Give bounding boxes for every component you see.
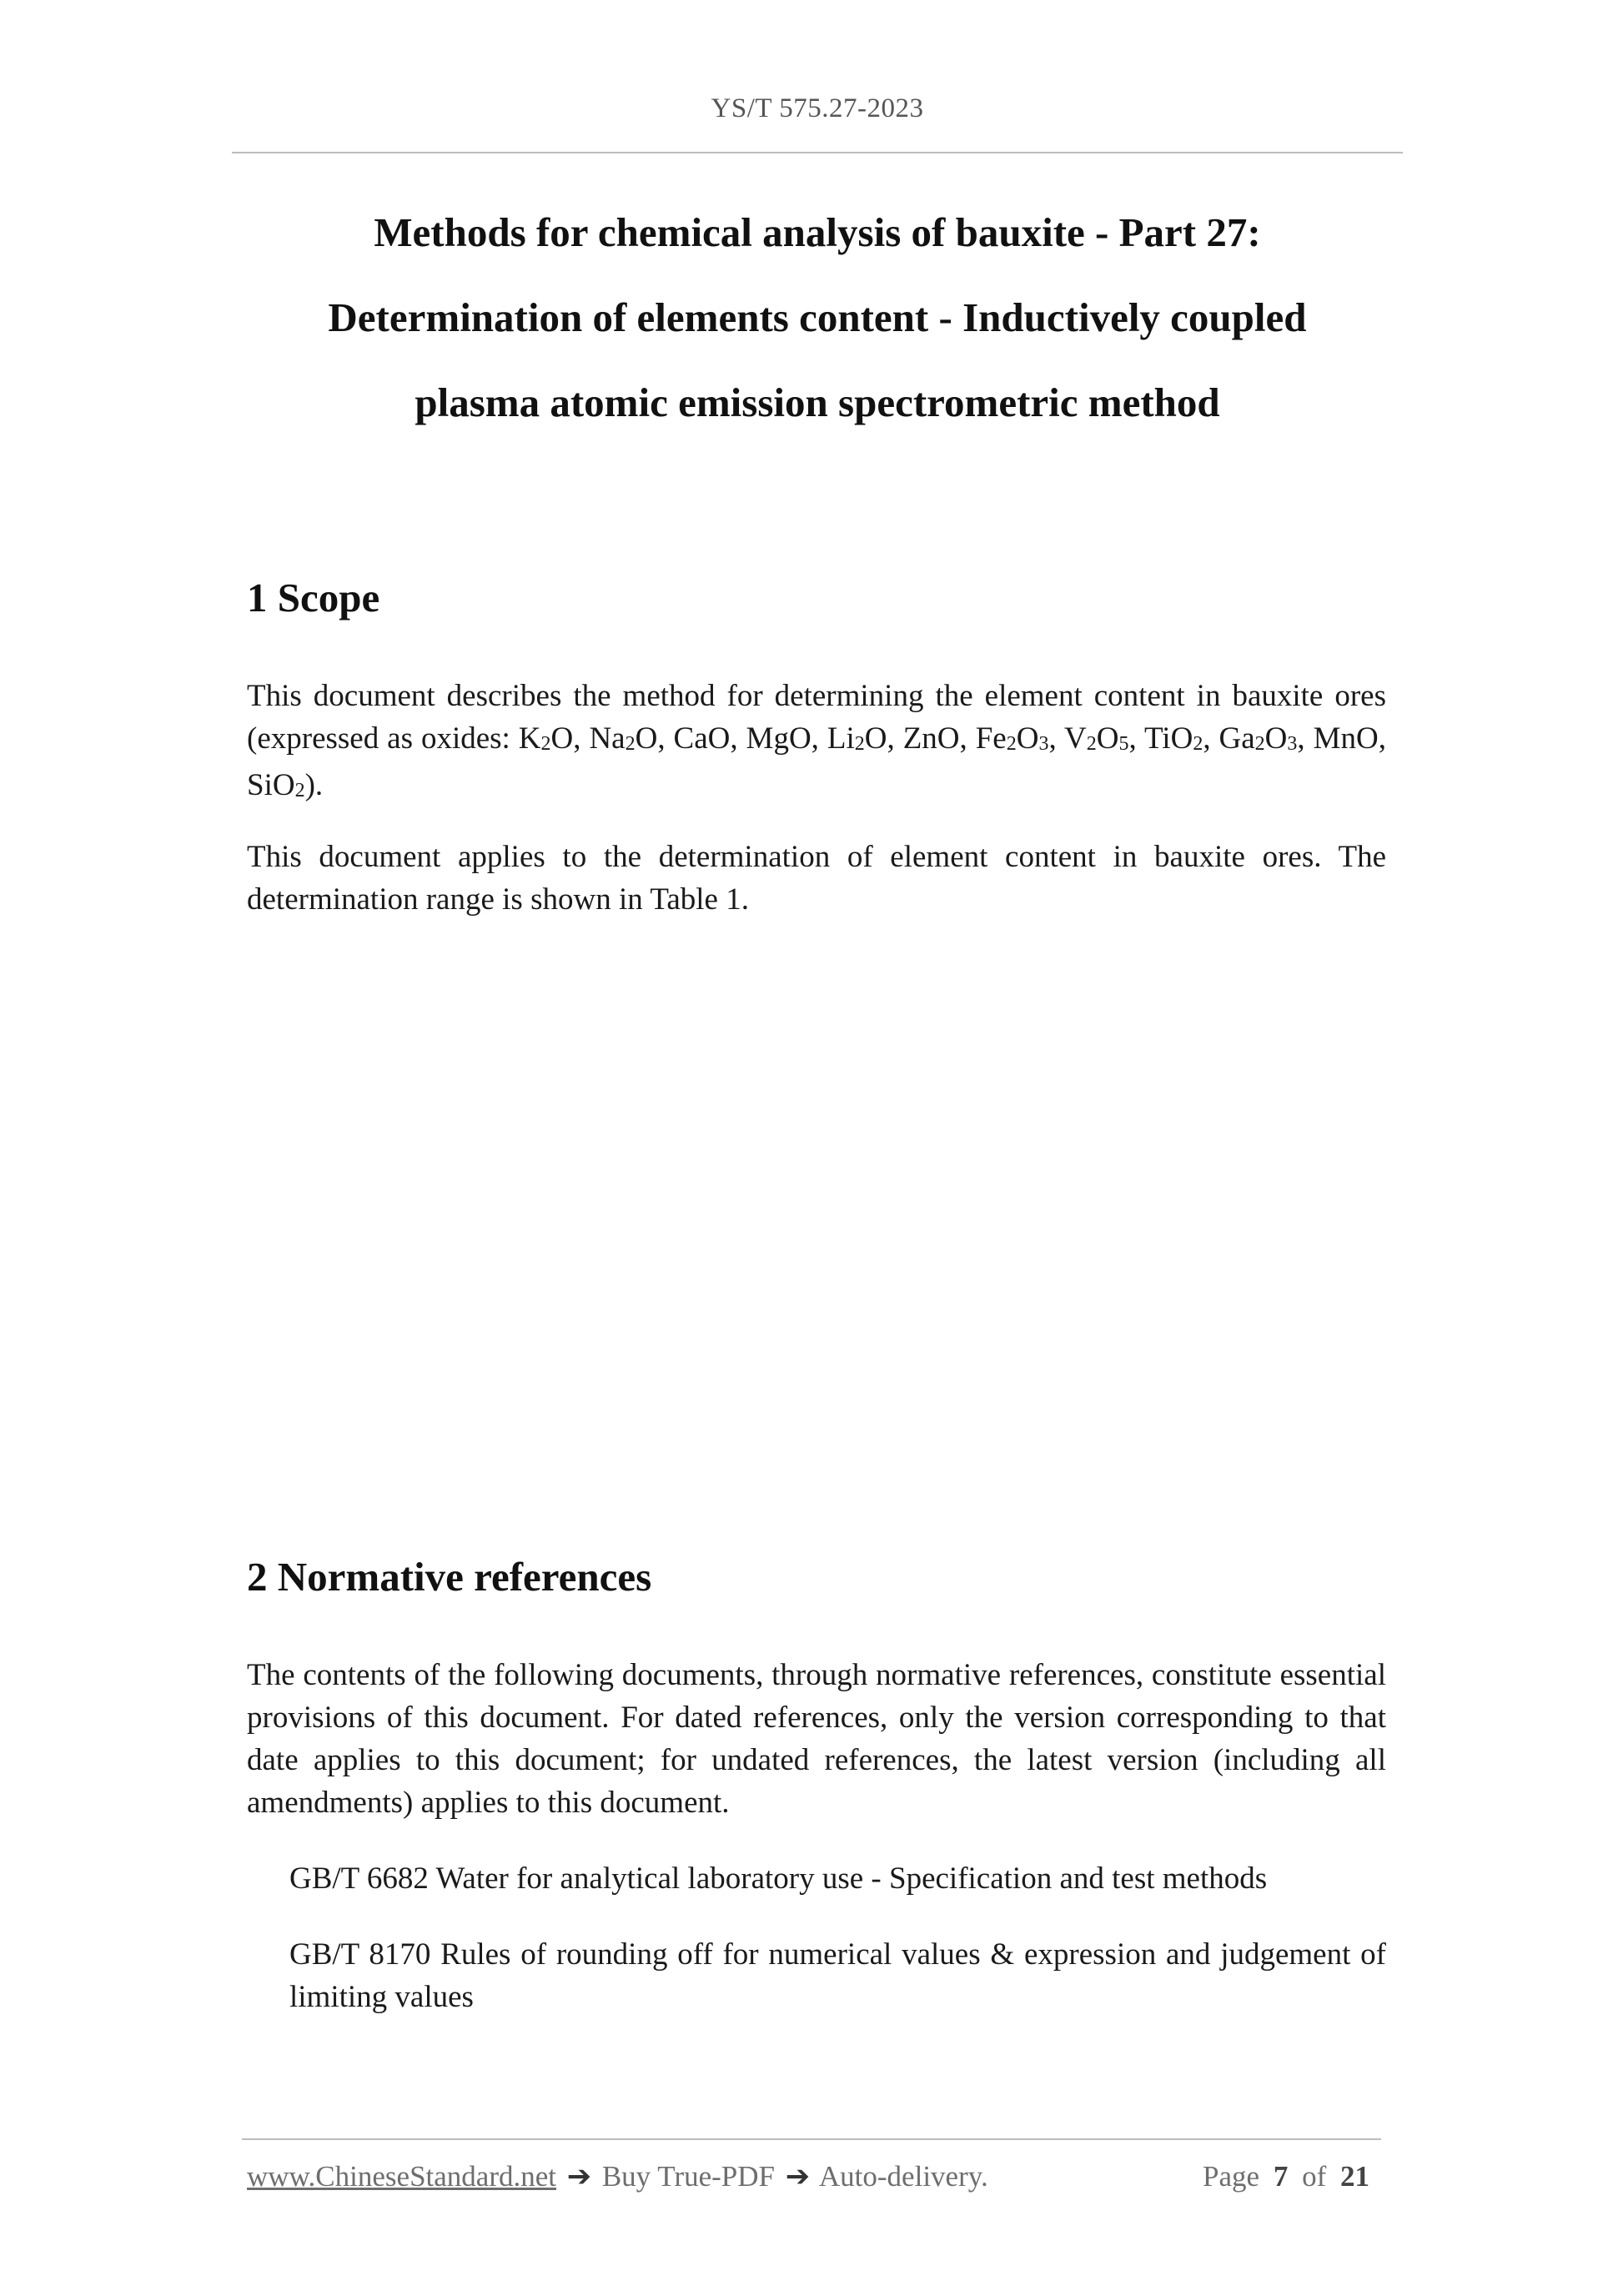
document-title bbox=[232, 190, 1403, 445]
reference-item-gbt-6682: GB/T 6682 Water for analytical laboratory use - Specification and test methods bbox=[289, 1861, 1268, 1896]
page-number bbox=[1203, 2160, 1376, 2193]
arrow-right-icon: ➔ bbox=[566, 2160, 592, 2193]
scope-paragraph-1: This document describes the method for determining the element content in bauxite ores (expressed as oxides: $K_2O$, $Na_2O$, CaO, MgO, $Li_2O$, ZnO, $Fe_2O_3$, $V_2O_5$, TiO$_2$, $Ga_2O_3$, MnO, SiO$_2$). bbox=[247, 679, 1386, 802]
section-1-heading: 1 Scope bbox=[247, 575, 380, 620]
page-footer bbox=[247, 2160, 1381, 2193]
title-line-2: Determination of elements content - Inductively coupled bbox=[328, 294, 1307, 340]
site-link[interactable]: www.ChineseStandard.net bbox=[247, 2160, 556, 2193]
buy-true-pdf-text: Buy True-PDF bbox=[601, 2160, 775, 2193]
standard-code-header: YS/T 575.27-2023 bbox=[711, 93, 924, 123]
scope-paragraph-2: This document applies to the determination of element content in bauxite ores. The determination range is shown in Table 1. bbox=[247, 840, 1386, 917]
reference-item-gbt-8170: GB/T 8170 Rules of rounding off for numerical values & expression and judgement of limiting values bbox=[289, 1937, 1386, 2014]
page-label: Page bbox=[1203, 2160, 1260, 2193]
page-total: 21 bbox=[1340, 2160, 1369, 2193]
title-line-3: plasma atomic emission spectrometric method bbox=[415, 379, 1220, 425]
section-2-heading: 2 Normative references bbox=[247, 1554, 652, 1600]
title-line-1: Methods for chemical analysis of bauxite - Part 27: bbox=[374, 209, 1261, 255]
arrow-right-icon: ➔ bbox=[785, 2160, 811, 2193]
normative-references-paragraph: The contents of the following documents, through normative references, constitute essential provisions of this document. For dated references, only the version corresponding to that date applies to this document; for undated references, the latest version (including all amendments) applies to this document. bbox=[247, 1658, 1386, 1820]
footer-divider bbox=[242, 2138, 1381, 2140]
page-of-label: of bbox=[1302, 2160, 1327, 2193]
auto-delivery-text: Auto-delivery. bbox=[818, 2160, 988, 2193]
page-current: 7 bbox=[1273, 2160, 1289, 2193]
header-divider bbox=[232, 152, 1403, 153]
